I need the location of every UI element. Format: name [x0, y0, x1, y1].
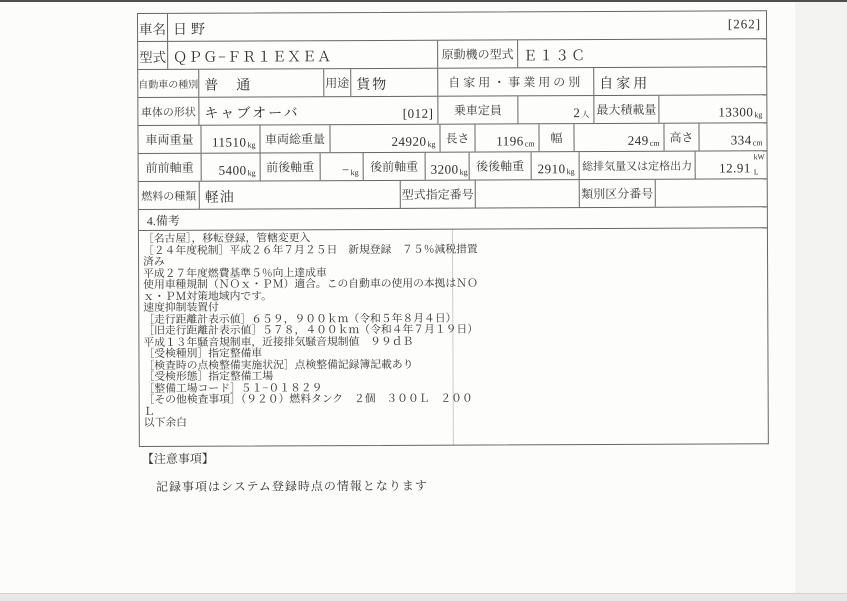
- fuel-label: 燃料の種類: [139, 182, 200, 209]
- capacity-label: 乗車定員: [438, 96, 518, 123]
- remarks-line: ［受検形態］指定整備工場: [143, 370, 274, 383]
- width-value: 249 cm: [574, 124, 664, 151]
- category-label: 自動車の種別: [138, 70, 199, 97]
- remarks-line: ［整備工場コード］５１−０１８２９: [143, 381, 323, 395]
- length-value: 1196 cm: [475, 124, 539, 151]
- car-name-value: 日野: [173, 22, 210, 38]
- gross-weight-value: 24920 kg: [330, 125, 440, 152]
- remarks-line: ［２４年度税制］平成２６年７月２５日 新規登録 ７５％減税措置: [142, 243, 478, 257]
- max-load-label: 最大積載量: [594, 96, 659, 123]
- body-shape-label: 車体の形状: [138, 98, 199, 125]
- remarks-blank-area: [453, 228, 768, 444]
- vehicle-certificate-table: [137, 10, 769, 447]
- displacement-label: 総排気量又は定格出力: [580, 152, 696, 180]
- footer-notes-body: 記録事項はシステム登録時点の情報となります: [156, 478, 428, 494]
- remarks-line: ｘ・ＰＭ対策地域内です。: [143, 289, 272, 303]
- capacity-value: 2 人: [518, 96, 594, 123]
- remarks-line: ［検査時の点検整備実施状況］点検整備記録簿記載あり: [143, 358, 414, 372]
- remarks-header: 4.備考: [146, 213, 180, 228]
- remarks-text-area: [139, 230, 479, 446]
- axle-fr-label: 前後軸重: [261, 153, 321, 180]
- displacement-value: 12.91 kW L: [719, 152, 765, 177]
- engine-model-value: Ｅ１３Ｃ: [523, 49, 588, 65]
- vehicle-weight-label: 車両重量: [138, 126, 201, 153]
- car-name-label: 車名: [138, 14, 168, 41]
- remarks-line: 使用車種規制（ＮＯｘ・ＰＭ）適合。この自動車の使用の本拠はＮＯ: [143, 277, 478, 291]
- length-label: 長さ: [440, 125, 475, 152]
- classification-no-value: [656, 179, 767, 206]
- remarks-line: ［走行距離計表示値］６５９，９００ｋｍ（令和５年８月４日）: [143, 312, 457, 326]
- footer-notes-header: 【注意事項】: [141, 451, 214, 466]
- fuel-value: 軽油: [200, 181, 401, 209]
- vehicle-weight-value: 11510 kg: [201, 125, 260, 152]
- axle-rf-value: 3200 kg: [426, 153, 470, 180]
- axle-rf-label: 後前軸重: [364, 153, 426, 180]
- remarks-line: ［旧走行距離計表示値］５７８，４００ｋｍ（令和４年７月１９日）: [143, 323, 479, 337]
- axle-rr-value: 2910 kg: [532, 152, 580, 179]
- remarks-line: ［その他検査事項］（９２０）燃料タンク ２個 ３００Ｌ ２００: [143, 392, 473, 406]
- remarks-line: 速度抑制装置付: [143, 301, 219, 314]
- category-value: 普 通: [199, 69, 324, 97]
- type-designation-no-value: [476, 180, 580, 207]
- axle-rr-label: 後後軸重: [470, 152, 532, 179]
- use-label: 用途: [324, 69, 351, 96]
- gross-weight-label: 車両総重量: [260, 125, 330, 152]
- engine-model-label: 原動機の型式: [438, 40, 518, 67]
- remarks-line: 平成１３年騒音規制車，近接排気騒音規制値 ９９ｄＢ: [143, 335, 414, 349]
- use-value: 貨物: [351, 69, 438, 96]
- displacement-units: kW L: [753, 152, 765, 177]
- classification-no-label: 類別区分番号: [580, 180, 656, 207]
- row-model: [138, 39, 766, 70]
- axle-fr-value: − kg: [321, 153, 364, 180]
- row-remarks-body: [139, 228, 768, 446]
- max-load-value: 13300 kg: [718, 104, 763, 120]
- doc-code-badge: [262]: [727, 16, 762, 32]
- width-label: 幅: [539, 124, 574, 151]
- car-name-value-cell: [168, 11, 766, 41]
- row-body-shape: [138, 95, 766, 126]
- row-remarks-header: [139, 207, 767, 231]
- ownership-label: 自家用・事業用の別: [438, 68, 594, 96]
- row-fuel: [139, 179, 767, 210]
- row-category: [138, 67, 766, 98]
- remarks-line: ［名古屋］，移転登録，管轄変更入: [142, 232, 311, 245]
- body-shape-code: [012]: [402, 105, 434, 121]
- remarks-line: ［受検種別］指定整備車: [143, 347, 263, 360]
- row-car-name: [138, 11, 766, 42]
- height-value: 334 cm: [730, 132, 763, 148]
- body-shape-value: キャブオーバ [012]: [199, 97, 438, 125]
- axle-ff-label: 前前軸重: [139, 154, 202, 181]
- axle-ff-value: 5400 kg: [202, 153, 261, 180]
- model-value: ＱＰＧ−ＦＲ１ＥＸＥＡ: [168, 41, 438, 69]
- ownership-value: 自家用: [599, 76, 651, 92]
- footer-notes: [142, 449, 428, 495]
- row-dimensions: [138, 123, 766, 154]
- remarks-line: Ｌ: [143, 405, 155, 418]
- remarks-line: 平成２７年度燃費基準５％向上達成車: [143, 266, 327, 280]
- height-label: 高さ: [664, 124, 699, 151]
- model-label: 型式: [138, 42, 168, 69]
- row-axle-weights: [139, 151, 767, 182]
- type-designation-no-label: 型式指定番号: [401, 181, 476, 208]
- remarks-line: 済み: [143, 255, 165, 268]
- remarks-line: 以下余白: [143, 416, 187, 429]
